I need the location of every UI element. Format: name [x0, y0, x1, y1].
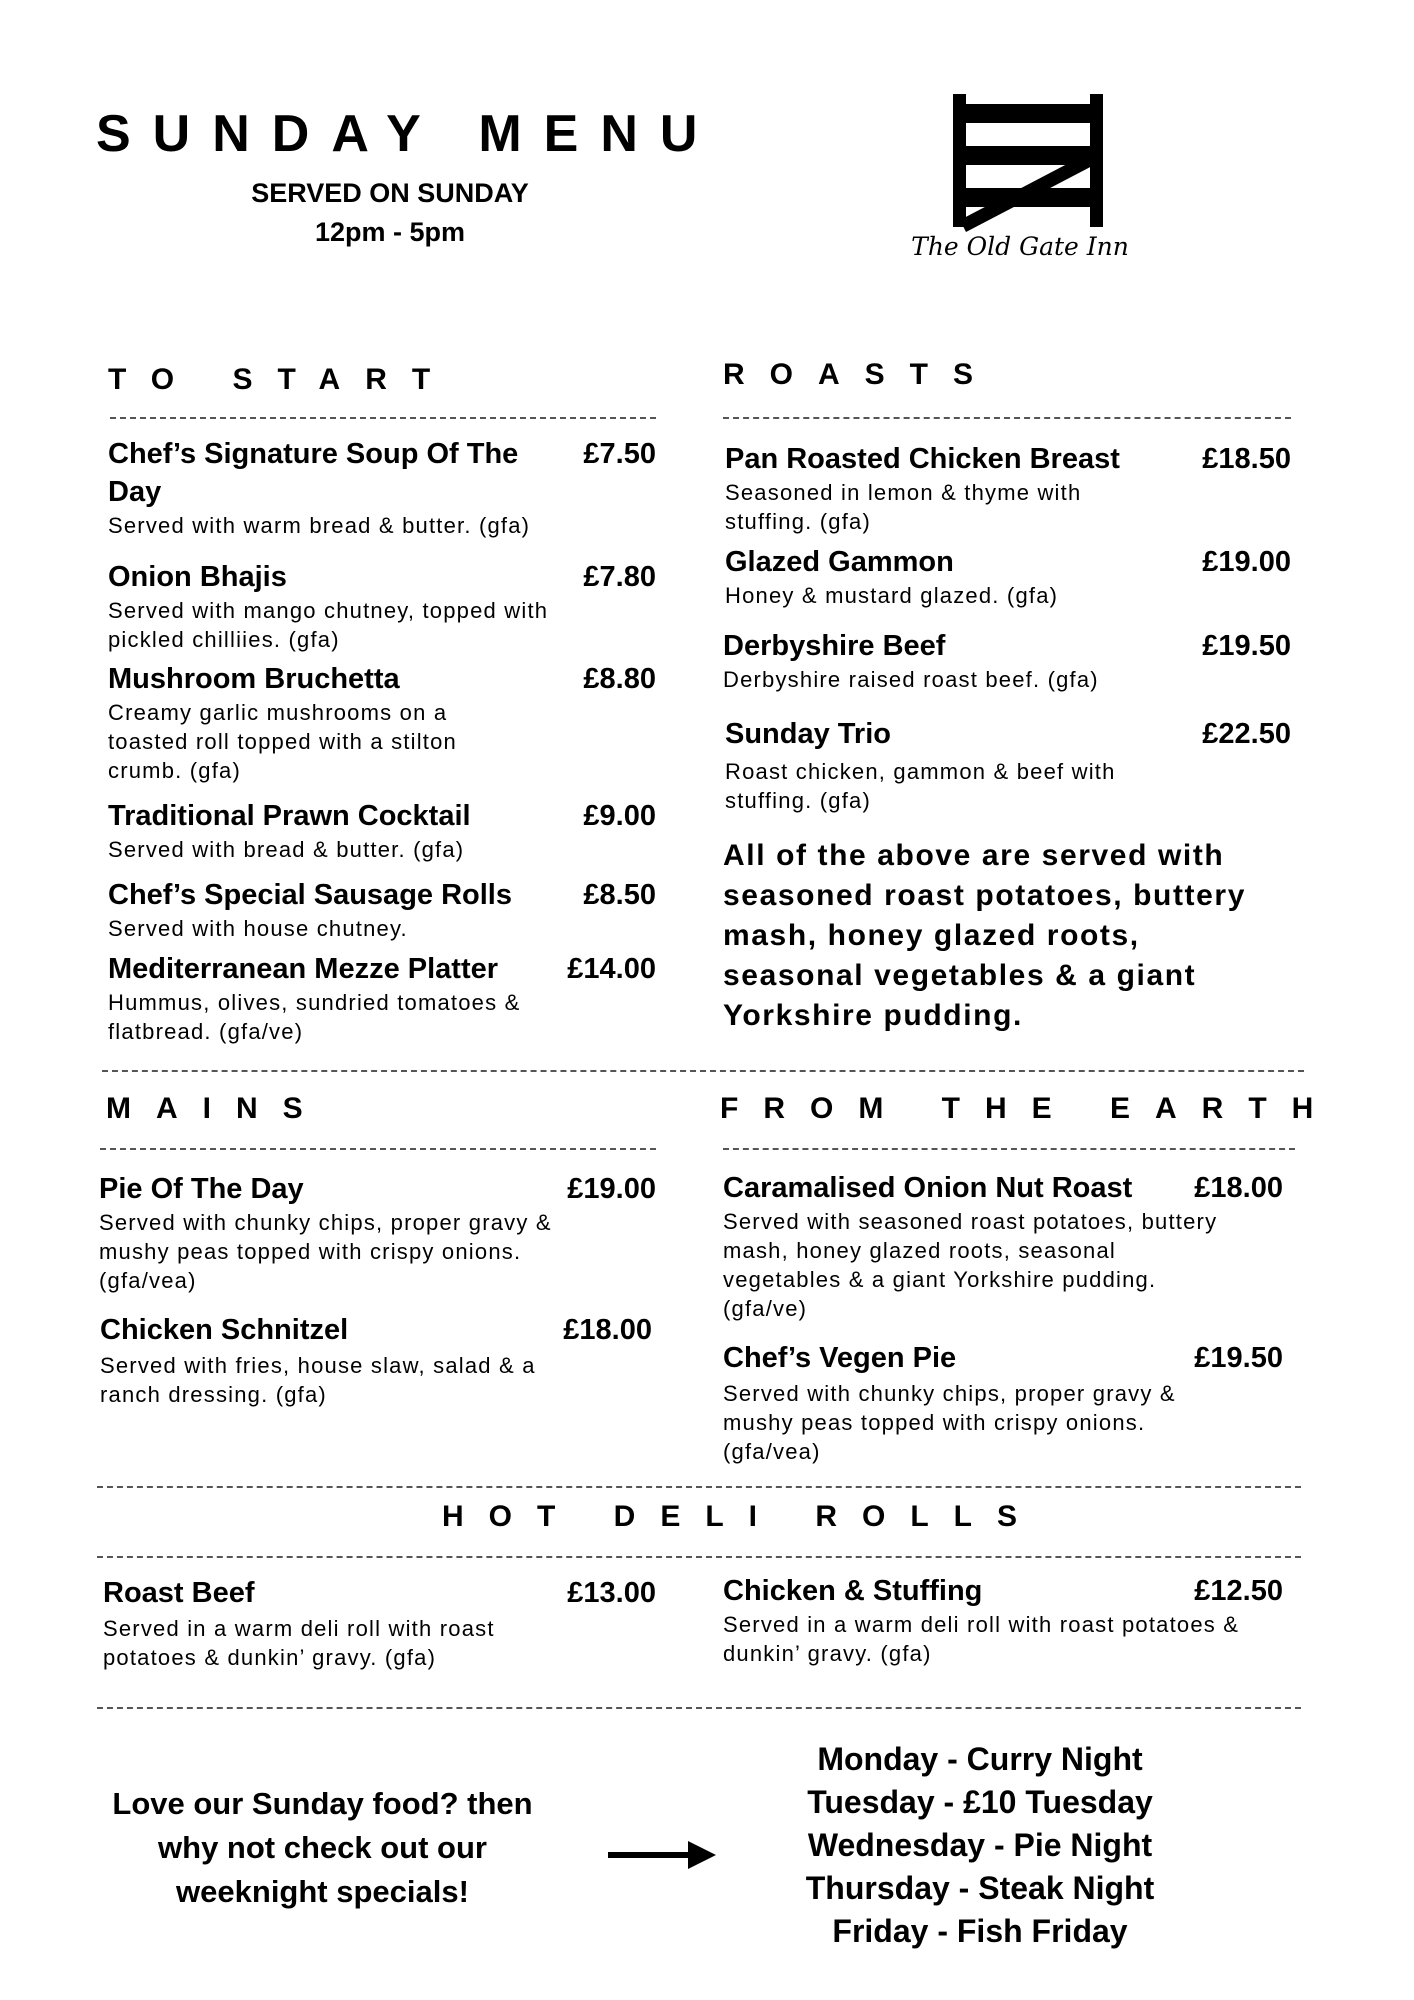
- item-description: Seasoned in lemon & thyme with stuffing. (gfa): [725, 480, 1082, 534]
- section-heading-from-the-earth: FROM THE EARTH: [720, 1092, 1339, 1125]
- item-price: £18.00: [1194, 1172, 1283, 1204]
- item-price: £19.50: [1202, 630, 1291, 662]
- item-price: £8.50: [583, 879, 656, 911]
- divider: [100, 1148, 656, 1150]
- item-description: Served with mango chutney, topped with pickled chilliies. (gfa): [108, 598, 549, 652]
- item-description: Roast chicken, gammon & beef with stuffing. (gfa): [725, 759, 1116, 813]
- item-price: £19.00: [1202, 546, 1291, 578]
- menu-item: [108, 797, 656, 864]
- menu-item: [108, 558, 656, 654]
- item-name: Onion Bhajis: [108, 561, 287, 593]
- promo-text: Love our Sunday food? then why not check out our weeknight specials!: [112, 1786, 533, 1909]
- item-price: £18.50: [1202, 443, 1291, 475]
- item-description: Derbyshire raised roast beef. (gfa): [723, 667, 1099, 692]
- special-thursday: Thursday - Steak Night: [805, 1870, 1155, 1906]
- item-name: Derbyshire Beef: [723, 630, 946, 662]
- item-price: £8.80: [583, 663, 656, 695]
- menu-item: [99, 1170, 656, 1295]
- special-monday: Monday - Curry Night: [817, 1741, 1143, 1777]
- menu-item: [108, 876, 656, 943]
- item-name: Chicken & Stuffing: [723, 1575, 983, 1607]
- menu-item: [103, 1574, 656, 1672]
- item-price: £18.00: [563, 1314, 652, 1346]
- item-name: Roast Beef: [103, 1577, 255, 1609]
- section-heading-mains: MAINS: [106, 1092, 328, 1125]
- item-price: £7.80: [583, 561, 656, 593]
- item-description: Served with bread & butter. (gfa): [108, 837, 465, 862]
- item-name: Chicken Schnitzel: [100, 1314, 349, 1346]
- item-name: Chef’s Signature Soup Of The Day: [108, 438, 519, 508]
- item-name: Sunday Trio: [725, 718, 891, 750]
- menu-item: [100, 1311, 652, 1409]
- item-name: Caramalised Onion Nut Roast: [723, 1172, 1133, 1204]
- item-name: Mediterranean Mezze Platter: [108, 953, 499, 985]
- item-name: Pan Roasted Chicken Breast: [725, 443, 1120, 475]
- divider: [97, 1486, 1301, 1488]
- arrow-right-icon: [608, 1838, 718, 1877]
- item-price: £9.00: [583, 800, 656, 832]
- menu-item: [725, 543, 1291, 610]
- item-price: £14.00: [567, 953, 656, 985]
- item-price: £22.50: [1202, 718, 1291, 750]
- divider: [97, 1556, 1301, 1558]
- menu-item: [723, 1572, 1283, 1668]
- item-description: Honey & mustard glazed. (gfa): [725, 583, 1059, 608]
- roasts-note: All of the above are served with seasoned roast potatoes, buttery mash, honey glazed roots, seasonal vegetables & a giant Yorkshire pudding.: [723, 839, 1246, 1032]
- special-friday: Friday - Fish Friday: [832, 1913, 1128, 1949]
- item-name: Chef’s Vegen Pie: [723, 1342, 957, 1374]
- menu-item: [725, 715, 1291, 815]
- section-heading-roasts: ROASTS: [723, 358, 999, 391]
- menu-item: [108, 435, 656, 540]
- logo-text: The Old Gate Inn: [911, 232, 1129, 261]
- divider: [723, 417, 1291, 419]
- special-tuesday: Tuesday - £10 Tuesday: [807, 1784, 1153, 1820]
- item-description: Served with chunky chips, proper gravy & mushy peas topped with crispy onions. (gfa/vea): [99, 1210, 552, 1293]
- section-heading-hot-deli-rolls: HOT DELI ROLLS: [442, 1500, 1042, 1533]
- item-description: Served in a warm deli roll with roast potatoes & dunkin’ gravy. (gfa): [723, 1612, 1240, 1666]
- item-name: Pie Of The Day: [99, 1173, 304, 1205]
- item-description: Served with chunky chips, proper gravy & mushy peas topped with crispy onions. (gfa/vea): [723, 1381, 1176, 1464]
- item-description: Served with house chutney.: [108, 916, 408, 941]
- divider: [97, 1707, 1301, 1709]
- divider: [102, 1070, 1304, 1072]
- item-price: £7.50: [583, 438, 656, 470]
- item-description: Served in a warm deli roll with roast potatoes & dunkin’ gravy. (gfa): [103, 1616, 495, 1670]
- served-day: SERVED ON SUNDAY: [251, 178, 529, 208]
- menu-item: [108, 660, 656, 785]
- item-price: £19.00: [567, 1173, 656, 1205]
- menu-item: [723, 627, 1291, 694]
- menu-item: [723, 1169, 1283, 1323]
- served-hours: 12pm - 5pm: [314, 217, 466, 247]
- menu-item: [723, 1339, 1283, 1466]
- section-heading-to-start: TO START: [108, 363, 456, 396]
- item-price: £12.50: [1194, 1575, 1283, 1607]
- item-name: Glazed Gammon: [725, 546, 954, 578]
- menu-item: [108, 950, 656, 1046]
- item-description: Served with fries, house slaw, salad & a ranch dressing. (gfa): [100, 1353, 536, 1407]
- special-wednesday: Wednesday - Pie Night: [807, 1827, 1153, 1863]
- logo: [900, 90, 1140, 270]
- menu-title: SUNDAY MENU: [96, 105, 720, 163]
- menu-item: [725, 440, 1291, 536]
- item-price: £19.50: [1194, 1342, 1283, 1374]
- item-name: Chef’s Special Sausage Rolls: [108, 879, 512, 911]
- divider: [723, 1148, 1295, 1150]
- item-description: Creamy garlic mushrooms on a toasted roll topped with a stilton crumb. (gfa): [108, 700, 457, 783]
- divider: [110, 417, 656, 419]
- item-name: Traditional Prawn Cocktail: [108, 800, 471, 832]
- item-description: Hummus, olives, sundried tomatoes & flatbread. (gfa/ve): [108, 990, 521, 1044]
- item-description: Served with seasoned roast potatoes, buttery mash, honey glazed roots, seasonal vegetables & a giant Yorkshire pudding. (gfa/ve): [723, 1209, 1218, 1321]
- weeknight-specials: [740, 1738, 1220, 1953]
- item-price: £13.00: [567, 1577, 656, 1609]
- item-name: Mushroom Bruchetta: [108, 663, 400, 695]
- item-description: Served with warm bread & butter. (gfa): [108, 513, 531, 538]
